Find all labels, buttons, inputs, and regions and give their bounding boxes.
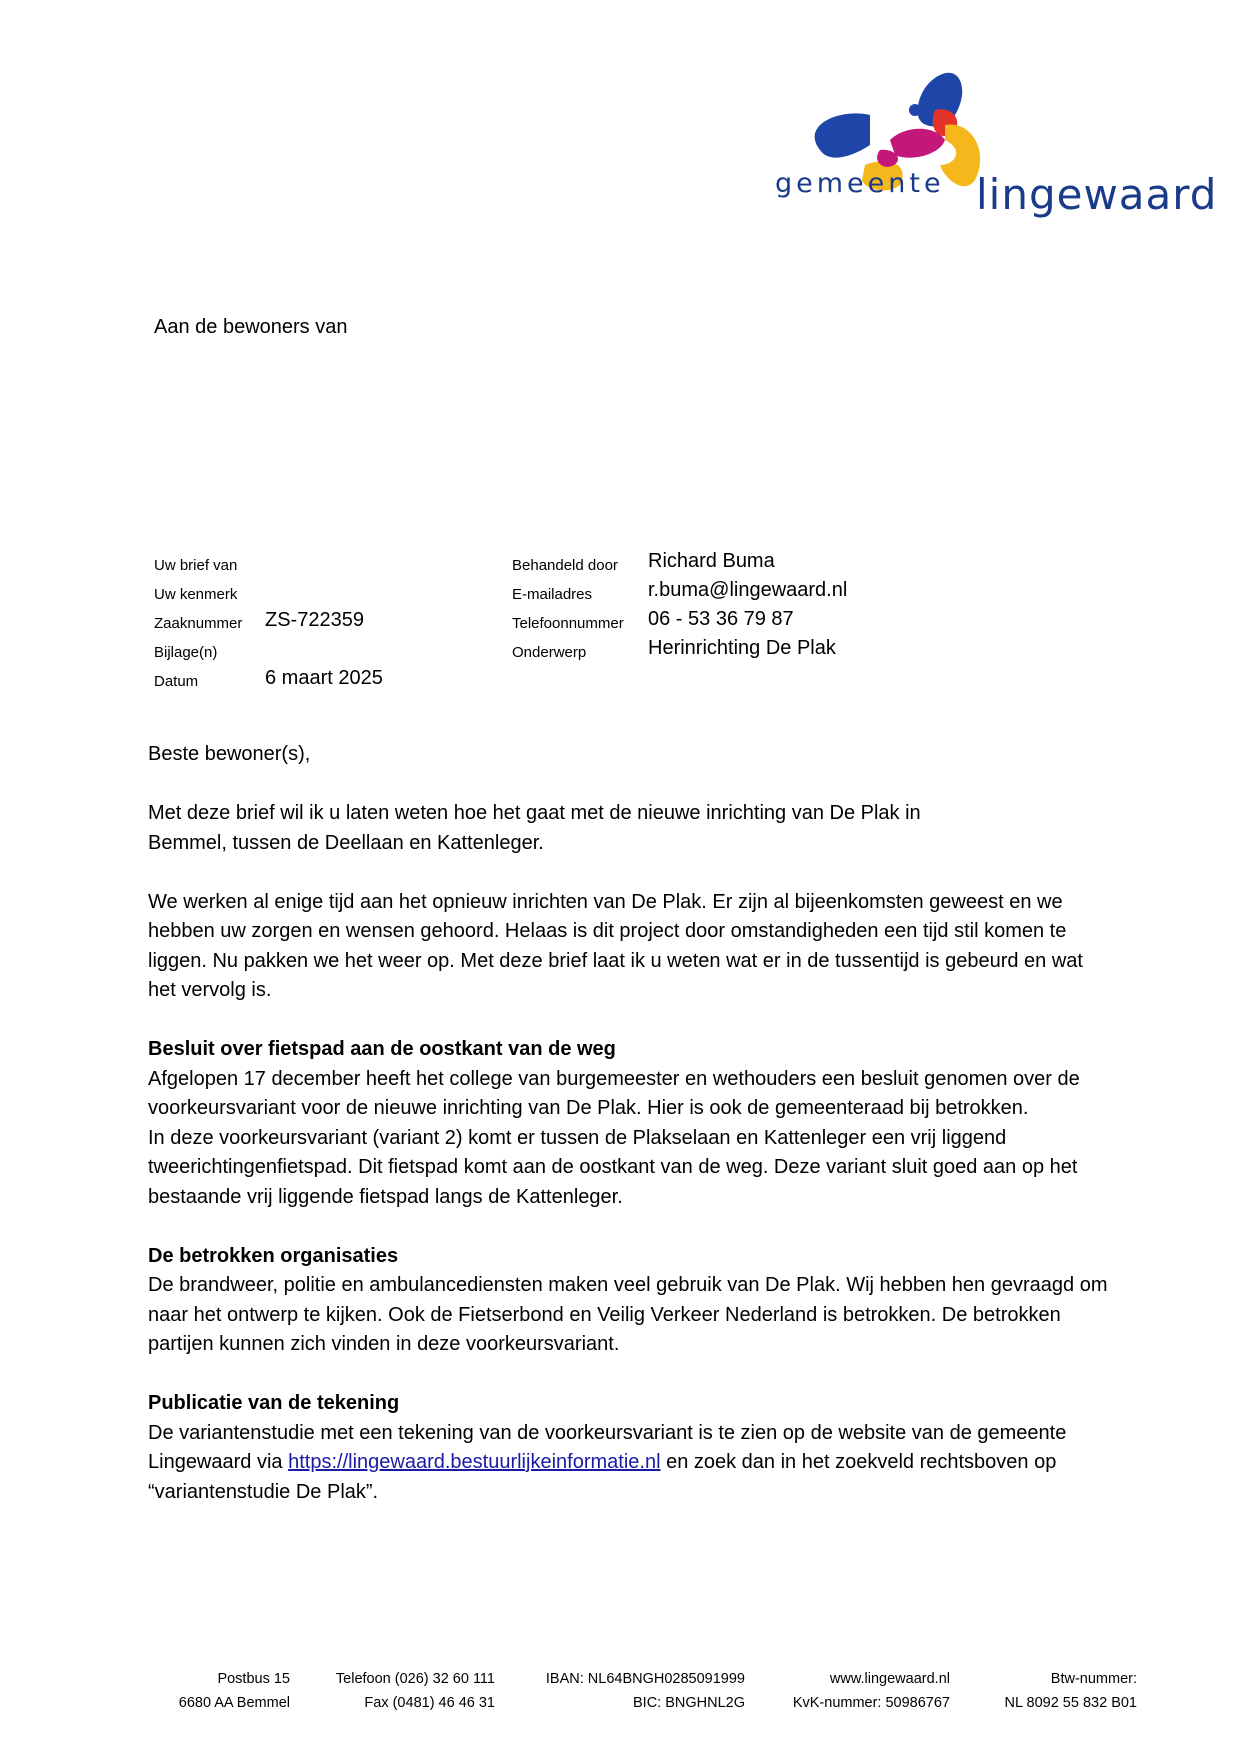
letter-body — [148, 740, 1168, 1507]
paragraph-line: “variantenstudie De Plak”. — [148, 1480, 379, 1503]
section-heading-fietspad: Besluit over fietspad aan de oostkant van de weg — [148, 1038, 616, 1060]
meta-value-telefoonnummer: 06 - 53 36 79 87 — [648, 608, 794, 630]
logo-text-gemeente: gemeente — [775, 168, 945, 199]
meta-value-behandeld-door: Richard Buma — [648, 550, 775, 572]
footer-btw — [960, 1667, 1137, 1715]
paragraph-line: In deze voorkeursvariant (variant 2) komt er tussen de Plakselaan en Kattenleger een vrij liggend — [148, 1126, 1007, 1149]
meta-label-behandeld-door: Behandeld door — [512, 557, 618, 574]
meta-label-telefoonnummer: Telefoonnummer — [512, 615, 624, 632]
meta-label-uw-kenmerk: Uw kenmerk — [154, 586, 238, 603]
intro-line: Met deze brief wil ik u laten weten hoe het gaat met de nieuwe inrichting van De Plak in — [148, 802, 921, 824]
logo-yellow-wing-icon — [940, 124, 980, 186]
paragraph-line: De variantenstudie met een tekening van de voorkeursvariant is te zien op de website van de gemeente — [148, 1421, 1067, 1444]
meta-label-bijlagen: Bijlage(n) — [154, 644, 218, 661]
footer-bank — [520, 1667, 745, 1715]
salutation: Beste bewoner(s), — [148, 743, 311, 765]
logo-blue-wing-icon — [815, 113, 870, 157]
section-heading-organisaties: De betrokken organisaties — [148, 1244, 399, 1267]
meta-label-onderwerp: Onderwerp — [512, 644, 587, 661]
meta-value-datum: 6 maart 2025 — [265, 667, 383, 689]
footer-kvk: KvK-nummer: 50986767 — [792, 1695, 950, 1711]
footer-website: www.lingewaard.nl — [829, 1671, 950, 1687]
footer-bic: BIC: BNGHNL2G — [633, 1695, 745, 1711]
footer-iban: IBAN: NL64BNGH0285091999 — [545, 1671, 745, 1687]
logo-text-lingewaard: lingewaard — [976, 170, 1218, 219]
paragraph-line: Afgelopen 17 december heeft het college van burgemeester en wethouders een besluit genomen over de — [148, 1067, 1080, 1090]
paragraph-line: bestaande vrij liggende fietspad langs de Kattenleger. — [148, 1185, 623, 1208]
meta-label-uw-brief-van: Uw brief van — [154, 557, 238, 574]
intro-line: Bemmel, tussen de Deellaan en Kattenleger. — [148, 831, 544, 854]
meta-value-onderwerp: Herinrichting De Plak — [648, 637, 836, 659]
footer-telefoon: Telefoon (026) 32 60 111 — [335, 1671, 495, 1687]
website-link[interactable]: https://lingewaard.bestuurlijkeinformatie.nl — [288, 1451, 661, 1473]
paragraph-line: voorkeursvariant voor de nieuwe inrichting van De Plak. Hier is ook de gemeenteraad bij betrokken. — [148, 1097, 1029, 1119]
meta-label-zaaknummer: Zaaknummer — [154, 615, 243, 632]
section-heading-publicatie: Publicatie van de tekening — [148, 1392, 400, 1414]
paragraph-text: Lingewaard via — [148, 1451, 289, 1473]
meta-label-datum: Datum — [154, 673, 199, 690]
footer-btw-number: NL 8092 55 832 B01 — [1004, 1695, 1137, 1711]
paragraph-line: het vervolg is. — [148, 979, 272, 1001]
paragraph-line: hebben uw zorgen en wensen gehoord. Helaas is dit project door omstandigheden een tijd stil komen te — [148, 920, 1067, 942]
footer-fax: Fax (0481) 46 46 31 — [364, 1695, 495, 1711]
logo-head-icon — [909, 104, 921, 116]
footer-phone — [310, 1667, 495, 1715]
footer-address — [140, 1667, 290, 1715]
addressee: Aan de bewoners van — [154, 316, 348, 338]
meta-value-zaaknummer: ZS-722359 — [265, 609, 364, 631]
paragraph-line: naar het ontwerp te kijken. Ook de Fietserbond en Veilig Verkeer Nederland is betrokken. De betrokken — [148, 1303, 1061, 1326]
logo-magenta-shape-icon — [890, 129, 945, 158]
paragraph-line: partijen kunnen zich vinden in deze voorkeursvariant. — [148, 1333, 620, 1355]
meta-label-emailadres: E-mailadres — [512, 586, 593, 603]
footer-web — [770, 1667, 950, 1715]
footer-postcode: 6680 AA Bemmel — [178, 1695, 290, 1711]
paragraph-line: De brandweer, politie en ambulancediensten maken veel gebruik van De Plak. Wij hebben hen gevraagd om — [148, 1274, 1108, 1296]
paragraph-line — [148, 1448, 1168, 1478]
footer-postbus: Postbus 15 — [217, 1671, 290, 1687]
meta-value-emailadres: r.buma@lingewaard.nl — [648, 579, 848, 601]
paragraph-line: liggen. Nu pakken we het weer op. Met deze brief laat ik u weten wat er in de tussentijd is gebeurd en wat — [148, 949, 1083, 972]
paragraph-text: en zoek dan in het zoekveld rechtsboven op — [660, 1451, 1057, 1473]
paragraph-line: tweerichtingenfietspad. Dit fietspad komt aan de oostkant van de weg. Deze variant sluit goed aan op het — [148, 1156, 1078, 1178]
footer-btw-label: Btw-nummer: — [1050, 1671, 1137, 1687]
paragraph-line: We werken al enige tijd aan het opnieuw inrichten van De Plak. Er zijn al bijeenkomsten geweest en we — [148, 890, 1063, 913]
